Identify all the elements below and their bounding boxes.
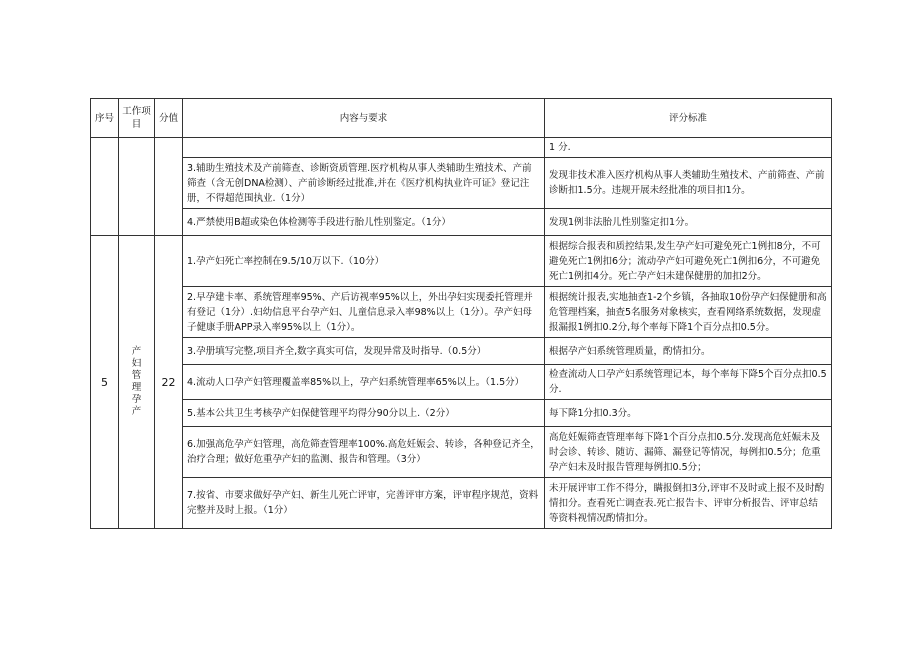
table-row [91, 209, 832, 236]
table-row [91, 158, 832, 209]
table-row [91, 338, 832, 365]
work-item-label: 产妇管理孕产 [131, 345, 142, 417]
table-row [91, 365, 832, 400]
cell-work-prev [119, 138, 155, 236]
cell-criteria: 每下降1分扣0.3分。 [545, 400, 832, 427]
cell-criteria: 检查流动人口孕产妇系统管理记本，每个率每下降5个百分点扣0.5分. [545, 365, 832, 400]
cell-seq: 5 [91, 236, 119, 529]
cell-work-item [119, 236, 155, 529]
table-row [91, 427, 832, 478]
cell-content: 6.加强高危孕产妇管理，高危筛查管理率100%.高危妊娠会、转诊，各种登记齐全，治疗合理；做好危重孕产妇的监测、报告和管理。（3分） [183, 427, 545, 478]
cell-content: 3.辅助生殖技术及产前筛查、诊断资质管理.医疗机构从事人类辅助生殖技术、产前筛查（含无创DNA检测）、产前诊断经过批准,并在《医疗机构执业许可证》登记注册，不得超范围执业.（1分） [183, 158, 545, 209]
cell-criteria: 发现非技术准入医疗机构从事人类辅助生殖技术、产前筛查、产前诊断扣1.5分。违规开展未经批准的项目扣1分。 [545, 158, 832, 209]
cell-content: 1.孕产妇死亡率控制在9.5/10万以下.（10分） [183, 236, 545, 287]
header-criteria: 评分标准 [545, 99, 832, 138]
table-row [91, 138, 832, 158]
table-row [91, 287, 832, 338]
cell-criteria: 发现1例非法胎儿性别鉴定扣1分。 [545, 209, 832, 236]
cell-content: 4.流动人口孕产妇管理覆盖率85%以上，孕产妇系统管理率65%以上。（1.5分） [183, 365, 545, 400]
table-row [91, 478, 832, 529]
header-score: 分值 [155, 99, 183, 138]
cell-criteria: 1 分. [545, 138, 832, 158]
cell-criteria: 未开展评审工作不得分，瞒报倒扣3分,评审不及时或上报不及时酌情扣分。查看死亡调查表.死亡报告卡、评审分析报告、评审总结等资料视情况酌情扣分。 [545, 478, 832, 529]
table-row [91, 400, 832, 427]
header-content: 内容与要求 [183, 99, 545, 138]
cell-content: 5.基本公共卫生考核孕产妇保健管理平均得分90分以上.（2分） [183, 400, 545, 427]
table-header-row [91, 99, 832, 138]
cell-seq-prev [91, 138, 119, 236]
cell-content: 4.严禁使用B超或染色体检测等手段进行胎儿性别鉴定。（1分） [183, 209, 545, 236]
cell-content: 7.按省、市要求做好孕产妇、新生儿死亡评审，完善评审方案，评审程序规范，资料完整并及时上报。（1分） [183, 478, 545, 529]
cell-content: 3.孕册填写完整,项目齐全,数字真实可信，发现异常及时指导.（0.5分） [183, 338, 545, 365]
table-row [91, 236, 832, 287]
cell-criteria: 根据孕产妇系统管理质量，酌情扣分。 [545, 338, 832, 365]
cell-content: 2.早孕建卡率、系统管理率95%、产后访视率95%以上，外出孕妇实现委托管理并有登记（1分）.妇幼信息平台孕产妇、儿童信息录入率98%以上（1分）。孕产妇母子健康手册APP录入率95%以上（1分）。 [183, 287, 545, 338]
cell-criteria: 根据综合报表和质控结果,发生孕产妇可避免死亡1例扣8分，不可避免死亡1例扣6分；流动孕产妇可避免死亡1例扣6分，不可避免死亡1例扣4分。死亡孕产妇未建保健册的加扣2分。 [545, 236, 832, 287]
cell-content [183, 138, 545, 158]
header-work-item: 工作项目 [119, 99, 155, 138]
cell-criteria: 根据统计报表,实地抽查1-2个乡镇，各抽取10份孕产妇保健册和高危管理档案，抽查5名服务对象核实，查看网络系统数据，发现虚报漏报1例扣0.2分,每个率每下降1个百分点扣0.5分。 [545, 287, 832, 338]
header-seq: 序号 [91, 99, 119, 138]
cell-score: 22 [155, 236, 183, 529]
cell-criteria: 高危妊娠筛查管理率每下降1个百分点扣0.5分.发现高危妊娠未及时会诊、转诊、随访、漏筛、漏登记等情况，每例扣0.5分；危重孕产妇未及时报告管理每例扣0.5分； [545, 427, 832, 478]
cell-score-prev [155, 138, 183, 236]
scoring-table [90, 98, 832, 529]
